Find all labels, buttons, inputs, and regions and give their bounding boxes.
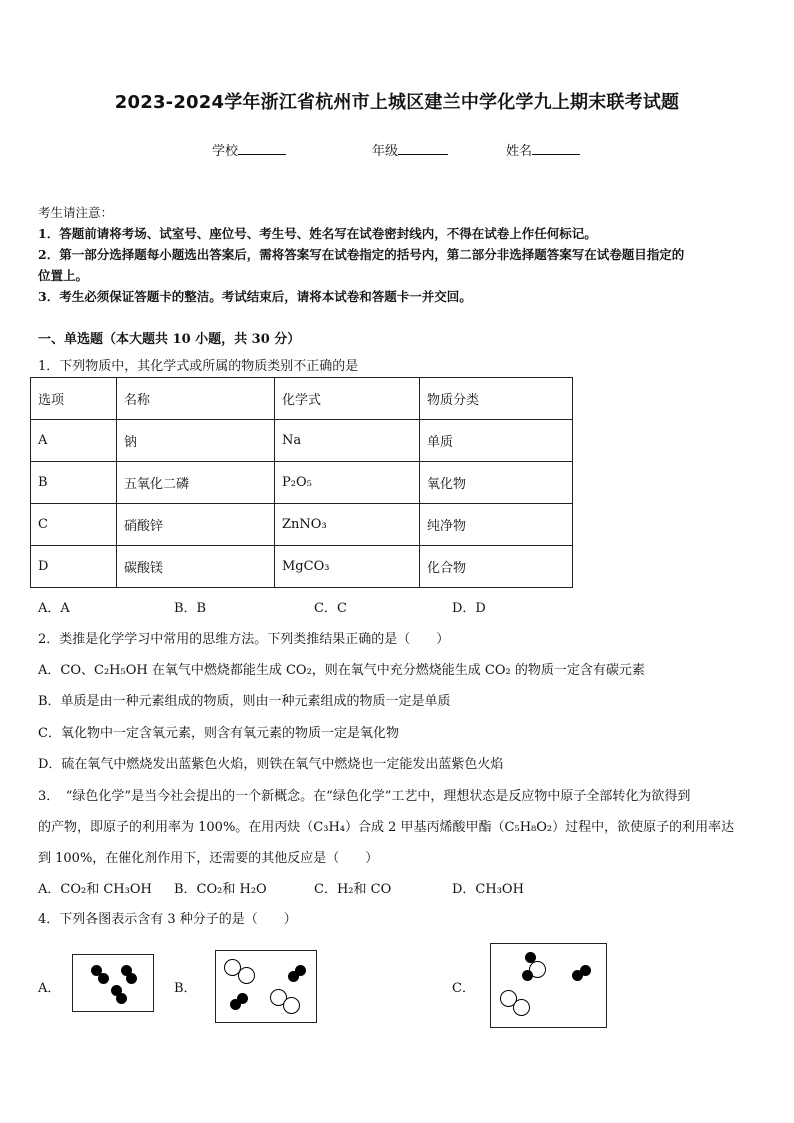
q1-option-c[interactable]: C．C (314, 601, 347, 616)
grade-blank[interactable] (398, 141, 448, 155)
table-cell: 硝酸锌 (117, 504, 275, 546)
q2-option-a[interactable]: A．CO、C₂H₅OH 在氧气中燃烧都能生成 CO₂，则在氧气中充分燃烧能生成 CO₂ 的物质一定含有碳元素 (38, 663, 645, 678)
q2-option-d[interactable]: D．硫在氧气中燃烧发出蓝紫色火焰，则铁在氧气中燃烧也一定能发出蓝紫色火焰 (38, 757, 504, 772)
table-header-cell: 物质分类 (420, 378, 573, 420)
q4-figure-a (72, 954, 154, 1012)
table-cell: 纯净物 (420, 504, 573, 546)
table-cell: ZnNO₃ (275, 504, 420, 546)
table-cell: 氧化物 (420, 462, 573, 504)
q1-option-a[interactable]: A．A (38, 601, 70, 616)
white-atom (283, 997, 300, 1014)
school-field (212, 140, 286, 159)
q2-stem: 2．类推是化学学习中常用的思维方法。下列类推结果正确的是（ ） (38, 632, 450, 647)
table-header-cell: 名称 (117, 378, 275, 420)
grade-label: 年级 (372, 144, 399, 159)
table-row (31, 462, 573, 504)
table-cell: D (31, 546, 117, 588)
table-cell: B (31, 462, 117, 504)
table-cell: P₂O₅ (275, 462, 420, 504)
white-atom (238, 967, 255, 984)
notice-item: 3．考生必须保证答题卡的整洁。考试结束后，请将本试卷和答题卡一并交回。 (38, 289, 472, 304)
q3-line: 的产物，即原子的利用率为 100%。在用丙炔（C₃H₄）合成 2 甲基丙烯酸甲酯（C₅H₈O₂）过程中，欲使原子的利用率达 (38, 820, 735, 835)
q1-option-d[interactable]: D．D (452, 601, 486, 616)
notice-item: 2．第一部分选择题每小题选出答案后，需将答案写在试卷指定的括号内，第二部分非选择题答案写在试卷题目指定的 (38, 247, 685, 262)
table-cell: 碳酸镁 (117, 546, 275, 588)
table-cell: 化合物 (420, 546, 573, 588)
q1-stem: 1．下列物质中，其化学式或所属的物质类别不正确的是 (38, 359, 359, 374)
q2-option-b[interactable]: B．单质是由一种元素组成的物质，则由一种元素组成的物质一定是单质 (38, 694, 451, 709)
table-row (31, 420, 573, 462)
q4-option-c-label[interactable]: C． (452, 981, 475, 996)
white-atom (513, 999, 530, 1016)
page-title: 2023-2024学年浙江省杭州市上城区建兰中学化学九上期末联考试题 (114, 92, 680, 113)
q4-option-a-label[interactable]: A． (38, 981, 61, 996)
q4-option-b-label[interactable]: B． (174, 981, 197, 996)
q3-option-b[interactable]: B．CO₂和 H₂O (174, 882, 267, 897)
name-label: 姓名 (506, 144, 533, 159)
grade-field (372, 140, 448, 159)
q2-option-c[interactable]: C．氧化物中一定含氧元素，则含有氧元素的物质一定是氧化物 (38, 726, 399, 741)
q4-figure-b (215, 950, 317, 1023)
table-header-cell: 选项 (31, 378, 117, 420)
table-cell: C (31, 504, 117, 546)
name-field (506, 140, 580, 159)
name-blank[interactable] (532, 141, 580, 155)
table-row (31, 546, 573, 588)
notice-item: 位置上。 (38, 268, 89, 283)
school-label: 学校 (212, 144, 239, 159)
black-atom (522, 970, 533, 981)
table-header-cell: 化学式 (275, 378, 420, 420)
q3-line: 到 100%，在催化剂作用下，还需要的其他反应是（ ） (38, 851, 379, 866)
black-atom (580, 965, 591, 976)
table-cell: 五氧化二磷 (117, 462, 275, 504)
black-atom (237, 993, 248, 1004)
black-atom (126, 973, 137, 984)
q3-option-c[interactable]: C．H₂和 CO (314, 882, 392, 897)
q3-option-d[interactable]: D．CH₃OH (452, 882, 524, 897)
black-atom (295, 965, 306, 976)
q1-option-b[interactable]: B．B (174, 601, 207, 616)
black-atom (116, 993, 127, 1004)
table-cell: Na (275, 420, 420, 462)
black-atom (98, 973, 109, 984)
q3-option-a[interactable]: A．CO₂和 CH₃OH (38, 882, 152, 897)
q4-figure-c (490, 943, 607, 1028)
notice-heading: 考生请注意： (38, 205, 114, 220)
q1-table (30, 377, 573, 588)
section-heading: 一、单选题（本大题共 10 小题，共 30 分） (38, 332, 301, 347)
table-cell: A (31, 420, 117, 462)
q4-stem: 4．下列各图表示含有 3 种分子的是（ ） (38, 912, 297, 927)
table-cell: 单质 (420, 420, 573, 462)
q3-line: 3． “绿色化学”是当今社会提出的一个新概念。在“绿色化学”工艺中，理想状态是反应物中原子全部转化为欲得到 (38, 789, 691, 804)
table-header-row (31, 378, 573, 420)
notice-item: 1．答题前请将考场、试室号、座位号、考生号、姓名写在试卷密封线内，不得在试卷上作任何标记。 (38, 226, 597, 241)
table-cell: 钠 (117, 420, 275, 462)
table-row (31, 504, 573, 546)
school-blank[interactable] (238, 141, 286, 155)
table-cell: MgCO₃ (275, 546, 420, 588)
